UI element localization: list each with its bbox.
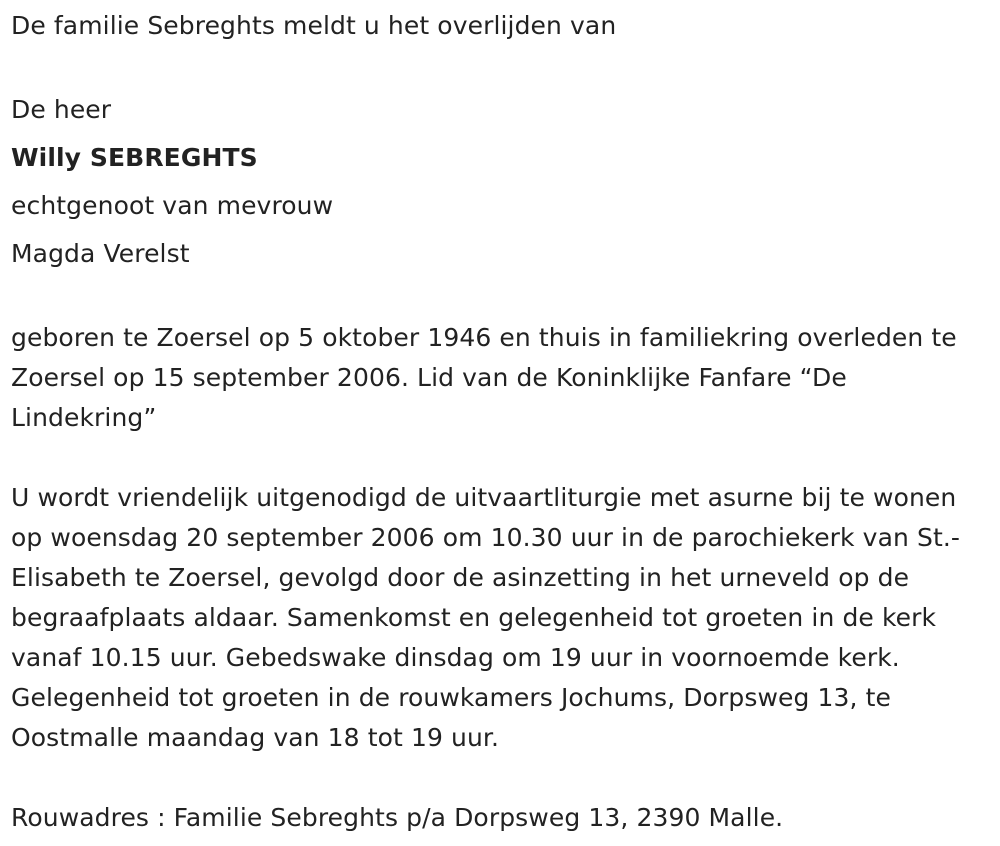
birth-death-paragraph: geboren te Zoersel op 5 oktober 1946 en thuis in familiekring overleden te Zoersel op 15 september 2006. Lid van de Koninklijke Fanfare “De Lindekring” bbox=[11, 323, 957, 432]
intro-line: De familie Sebreghts meldt u het overlijden van bbox=[11, 11, 617, 40]
ceremony-paragraph: U wordt vriendelijk uitgenodigd de uitvaartliturgie met asurne bij te wonen op woensdag 20 september 2006 om 10.30 uur in de parochiekerk van St.-Elisabeth te Zoersel, gevolgd door de asinzetting in het urneveld op de begraafplaats aldaar. Samenkomst en gelegenheid tot groeten in de kerk vanaf 10.15 uur. Gebedswake dinsdag om 19 uur in voornoemde kerk. Gelegenheid tot groeten in de rouwkamers Jochums, Dorpsweg 13, te Oostmalle maandag van 18 tot 19 uur. bbox=[11, 483, 961, 752]
mourning-address: Rouwadres : Familie Sebreghts p/a Dorpsweg 13, 2390 Malle. bbox=[11, 803, 784, 832]
partner-name: Magda Verelst bbox=[11, 239, 190, 268]
honorific: De heer bbox=[11, 95, 112, 124]
relation-line: echtgenoot van mevrouw bbox=[11, 191, 334, 220]
deceased-name: Willy SEBREGHTS bbox=[11, 143, 258, 172]
